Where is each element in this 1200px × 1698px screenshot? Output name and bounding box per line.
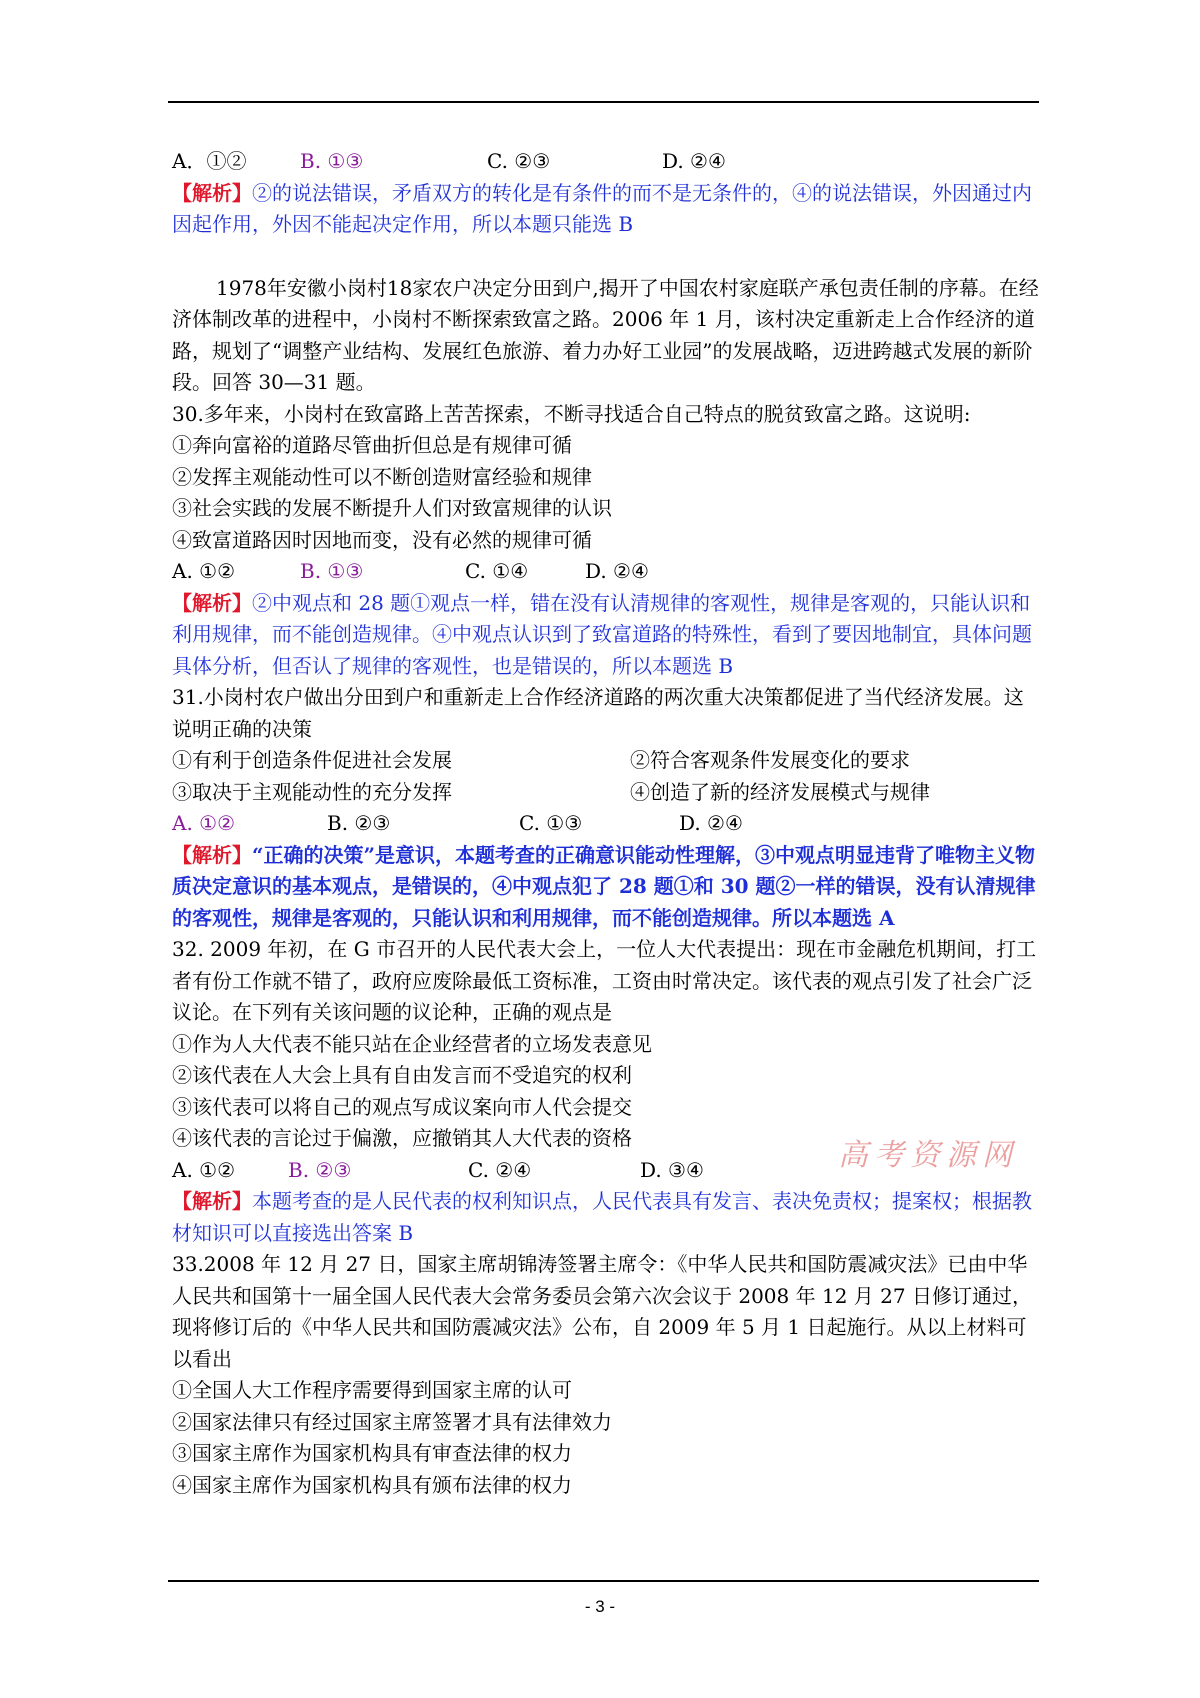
q30-item: ④致富道路因时因地而变，没有必然的规律可循	[172, 527, 592, 552]
q31-item: ③取决于主观能动性的充分发挥	[172, 779, 452, 804]
q31-item: ②符合客观条件发展变化的要求	[630, 748, 910, 772]
q32-analysis	[172, 1186, 1040, 1249]
q32-item: ④该代表的言论过于偏激，应撤销其人大代表的资格	[172, 1126, 632, 1150]
option-c: C. ①③	[519, 811, 583, 835]
header-rule	[168, 101, 1039, 103]
option-d: D. ③④	[640, 1157, 704, 1182]
analysis-text: “正确的决策”是意识，本题考查的正确意识能动性理解，③中观点明显违背了唯物主义物质决定意识的基本观点，是错误的，④中观点犯了 28 题①和 30 题②一样的错误，没有认清规律的客观性，规律是客观的，只能认识和利用规律，而不能创造规律。所以本题选 A	[172, 842, 1036, 930]
q33-item: ②国家法律只有经过国家主席签署才具有法律效力	[172, 1409, 612, 1434]
analysis-label: 【解析】	[172, 180, 252, 205]
option-b: B. ①③	[300, 559, 364, 583]
option-d: D. ②④	[662, 149, 726, 173]
q32-item: ①作为人大代表不能只站在企业经营者的立场发表意见	[172, 1031, 652, 1056]
q31-options	[172, 808, 1040, 840]
document-body	[172, 146, 1040, 1501]
option-b: B. ①③	[300, 149, 364, 173]
q31-item: ④创造了新的经济发展模式与规律	[630, 779, 930, 804]
q30-item: ③社会实践的发展不断提升人们对致富规律的认识	[172, 496, 612, 520]
q33-stem: 33.2008 年 12 月 27 日，国家主席胡锦涛签署主席令：《中华人民共和国防震减灾法》已由中华人民共和国第十一届全国人民代表大会常务委员会第六次会议于 2008 年 12 月 27 日修订通过，现将修订后的《中华人民共和国防震减灾法》公布，自 2009 年 5 月 1 日起施行。从以上材料可以看出	[172, 1252, 1032, 1371]
page-number: - 3 -	[584, 1597, 616, 1616]
option-a: A. ①②	[172, 811, 236, 835]
q31-items-row	[172, 745, 1040, 777]
q30-item: ①奔向富裕的道路尽管曲折但总是有规律可循	[172, 433, 572, 457]
analysis-label: 【解析】	[172, 590, 252, 615]
q30-options	[172, 556, 1040, 588]
option-c: C. ①④	[465, 559, 529, 583]
option-a: A．①②	[172, 149, 247, 173]
q31-analysis	[172, 840, 1040, 935]
option-a: A. ①②	[172, 1157, 236, 1182]
analysis-label: 【解析】	[172, 1189, 252, 1213]
q33-item: ③国家主席作为国家机构具有审查法律的权力	[172, 1441, 572, 1465]
q31-stem: 31.小岗村农户做出分田到户和重新走上合作经济道路的两次重大决策都促进了当代经济发展。这说明正确的决策	[172, 685, 1024, 741]
option-a: A. ①②	[172, 559, 236, 583]
q33-item: ④国家主席作为国家机构具有颁布法律的权力	[172, 1472, 572, 1497]
q29-analysis	[172, 178, 1040, 241]
q30-analysis	[172, 588, 1040, 683]
analysis-text: ②的说法错误，矛盾双方的转化是有条件的而不是无条件的，④的说法错误，外因通过内因起作用，外因不能起决定作用，所以本题只能选 B	[172, 180, 1032, 236]
q33-item: ①全国人大工作程序需要得到国家主席的认可	[172, 1378, 572, 1402]
footer-rule	[168, 1580, 1039, 1582]
analysis-label: 【解析】	[172, 842, 252, 867]
q31-item: ①有利于创造条件促进社会发展	[172, 748, 452, 772]
option-b: B. ②③	[288, 1157, 352, 1182]
q29-options	[172, 146, 1040, 178]
q31-items-row	[172, 777, 1040, 809]
q30-item: ②发挥主观能动性可以不断创造财富经验和规律	[172, 464, 592, 489]
option-d: D. ②④	[585, 559, 649, 583]
q30-stem: 30.多年来，小岗村在致富路上苦苦探索，不断寻找适合自己特点的脱贫致富之路。这说明:	[172, 401, 971, 426]
passage: 1978年安徽小岗村18家农户决定分田到户,揭开了中国农村家庭联产承包责任制的序幕。在经济体制改革的进程中，小岗村不断探索致富之路。2006 年 1 月，该村决定重新走上合作经济的道路，规划了“调整产业结构、发展红色旅游、着力办好工业园”的发展战略，迈进跨越式发展的新阶段。回答 30—31 题。	[172, 275, 1039, 394]
watermark-stamp: 高考资源网	[838, 1138, 1018, 1173]
q32-item: ②该代表在人大会上具有自由发言而不受追究的权利	[172, 1063, 632, 1087]
option-c: C. ②③	[487, 149, 551, 173]
analysis-text: ②中观点和 28 题①观点一样，错在没有认清规律的客观性，规律是客观的，只能认识和利用规律，而不能创造规律。④中观点认识到了致富道路的特殊性，看到了要因地制宜，具体问题具体分析，但否认了规律的客观性，也是错误的，所以本题选 B	[172, 590, 1032, 678]
q32-stem: 32. 2009 年初，在 G 市召开的人民代表大会上，一位人大代表提出：现在市金融危机期间，打工者有份工作就不错了，政府应废除最低工资标准，工资由时常决定。该代表的观点引发了社会广泛议论。在下列有关该问题的议论种，正确的观点是	[172, 937, 1037, 1024]
option-c: C. ②④	[468, 1157, 532, 1182]
analysis-text: 本题考查的是人民代表的权利知识点，人民代表具有发言、表决免责权；提案权；根据教材知识可以直接选出答案 B	[172, 1189, 1032, 1245]
option-d: D. ②④	[679, 811, 743, 835]
option-b: B. ②③	[327, 811, 391, 835]
q32-item: ③该代表可以将自己的观点写成议案向市人代会提交	[172, 1094, 632, 1119]
